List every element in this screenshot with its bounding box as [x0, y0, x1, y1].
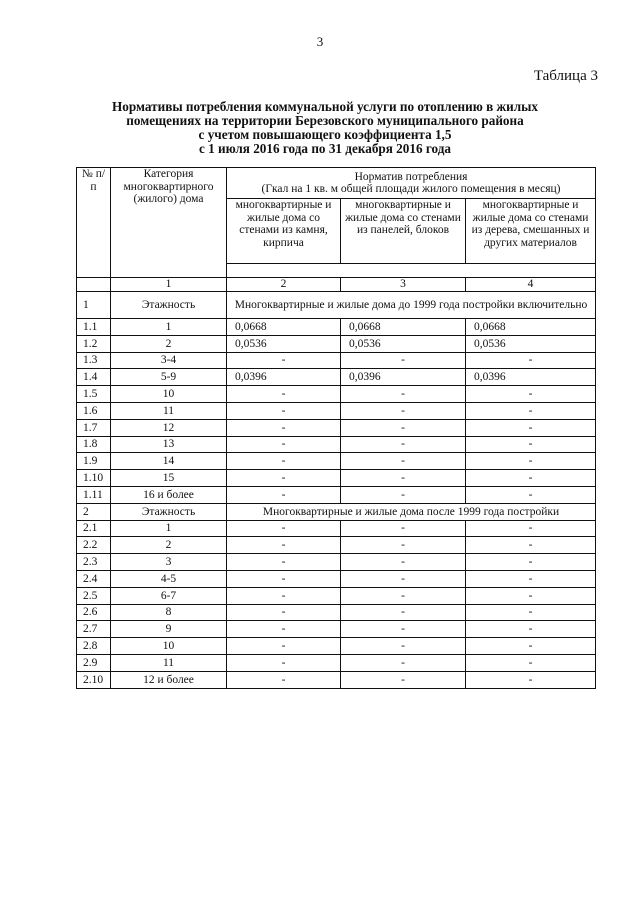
col-number: 3	[341, 278, 466, 292]
row-value: -	[466, 570, 596, 587]
table-row	[77, 554, 596, 571]
row-value: 0,0396	[466, 369, 596, 386]
row-floors: 16 и более	[111, 486, 227, 503]
norms-table	[76, 167, 596, 689]
table-row	[77, 369, 596, 386]
row-floors: 1	[111, 319, 227, 336]
row-num: 2.10	[77, 671, 111, 688]
table-row	[77, 402, 596, 419]
row-floors: 10	[111, 638, 227, 655]
table-row	[77, 486, 596, 503]
row-value: -	[227, 486, 341, 503]
row-num: 1.8	[77, 436, 111, 453]
table-row	[77, 319, 596, 336]
table-row	[77, 638, 596, 655]
row-value: -	[227, 604, 341, 621]
row-value: -	[341, 587, 466, 604]
row-value: -	[227, 554, 341, 571]
row-value: -	[341, 470, 466, 487]
title-line: Нормативы потребления коммунальной услуги по отоплению в жилых	[111, 99, 539, 114]
row-floors: 11	[111, 654, 227, 671]
table-row	[77, 570, 596, 587]
row-floors: 13	[111, 436, 227, 453]
row-value: -	[466, 621, 596, 638]
row-floors: 10	[111, 386, 227, 403]
row-num: 1.7	[77, 419, 111, 436]
header-col4: многоквартирные и жилые дома со стенами из дерева, смешанных и других материалов	[466, 199, 596, 264]
row-value: -	[341, 402, 466, 419]
row-num: 2.1	[77, 520, 111, 537]
row-floors: 9	[111, 621, 227, 638]
row-value: -	[466, 671, 596, 688]
row-value: -	[341, 654, 466, 671]
section-row	[77, 503, 596, 520]
row-floors: 8	[111, 604, 227, 621]
row-value: 0,0536	[341, 335, 466, 352]
row-value: 0,0536	[466, 335, 596, 352]
row-num: 2.7	[77, 621, 111, 638]
row-floors: 12	[111, 419, 227, 436]
row-floors: 14	[111, 453, 227, 470]
table-row	[77, 671, 596, 688]
table-row	[77, 352, 596, 369]
row-value: 0,0668	[341, 319, 466, 336]
row-value: -	[466, 537, 596, 554]
section-label: Этажность	[111, 292, 227, 319]
table-label: Таблица 3	[533, 68, 598, 84]
section-label: Этажность	[111, 503, 227, 520]
row-value: -	[227, 621, 341, 638]
table-row	[77, 587, 596, 604]
row-num: 2.5	[77, 587, 111, 604]
row-num: 1.11	[77, 486, 111, 503]
row-value: -	[341, 520, 466, 537]
row-floors: 12 и более	[111, 671, 227, 688]
row-floors: 11	[111, 402, 227, 419]
header-unit: (Гкал на 1 кв. м общей площади жилого помещения в месяц)	[261, 183, 561, 195]
table-row	[77, 453, 596, 470]
header-col3: многоквартирные и жилые дома со стенами из панелей, блоков	[341, 199, 466, 264]
row-floors: 15	[111, 470, 227, 487]
header-col2: многоквартирные и жилые дома со стенами из камня, кирпича	[227, 199, 341, 264]
title-line: с 1 июля 2016 года по 31 декабря 2016 года	[199, 141, 451, 156]
row-value: -	[227, 638, 341, 655]
col-number: 2	[227, 278, 341, 292]
row-num: 1.5	[77, 386, 111, 403]
row-value: -	[227, 352, 341, 369]
row-value: -	[341, 604, 466, 621]
table-row	[77, 419, 596, 436]
document-title	[70, 100, 580, 156]
table-row	[77, 604, 596, 621]
section-note: Многоквартирные и жилые дома после 1999 года постройки	[227, 503, 596, 520]
row-value: -	[466, 436, 596, 453]
row-value: -	[341, 419, 466, 436]
row-num: 2.8	[77, 638, 111, 655]
row-num: 2.9	[77, 654, 111, 671]
row-value: 0,0396	[341, 369, 466, 386]
row-value: -	[341, 554, 466, 571]
row-num: 1.1	[77, 319, 111, 336]
col-number-blank	[77, 278, 111, 292]
row-value: -	[466, 352, 596, 369]
row-num: 2.2	[77, 537, 111, 554]
row-value: -	[466, 654, 596, 671]
row-floors: 1	[111, 520, 227, 537]
column-number-row	[77, 278, 596, 292]
row-value: -	[466, 554, 596, 571]
table-row	[77, 520, 596, 537]
row-num: 2.3	[77, 554, 111, 571]
row-num: 1.10	[77, 470, 111, 487]
row-value: -	[341, 352, 466, 369]
row-floors: 5-9	[111, 369, 227, 386]
row-value: 0,0668	[466, 319, 596, 336]
row-value: -	[341, 638, 466, 655]
row-value: -	[227, 453, 341, 470]
row-value: -	[466, 419, 596, 436]
header-norm-title: Норматив потребления	[354, 170, 468, 183]
row-floors: 6-7	[111, 587, 227, 604]
row-value: -	[341, 621, 466, 638]
table-row	[77, 436, 596, 453]
row-value: -	[341, 671, 466, 688]
table-row	[77, 335, 596, 352]
row-value: -	[466, 402, 596, 419]
row-floors: 4-5	[111, 570, 227, 587]
row-value: -	[341, 453, 466, 470]
row-floors: 2	[111, 335, 227, 352]
section-num: 1	[77, 292, 111, 319]
row-value: -	[341, 386, 466, 403]
row-value: 0,0668	[227, 319, 341, 336]
row-value: -	[227, 386, 341, 403]
row-value: -	[227, 470, 341, 487]
row-value: -	[227, 654, 341, 671]
row-num: 1.6	[77, 402, 111, 419]
header-category: Категория многоквартирного (жилого) дома	[111, 168, 227, 278]
col-number: 4	[466, 278, 596, 292]
col-number: 1	[111, 278, 227, 292]
row-value: -	[227, 671, 341, 688]
row-value: -	[341, 436, 466, 453]
row-value: -	[341, 486, 466, 503]
row-value: -	[466, 520, 596, 537]
row-value: -	[466, 638, 596, 655]
row-num: 1.2	[77, 335, 111, 352]
page-number: 3	[316, 34, 324, 49]
section-row	[77, 292, 596, 319]
row-value: -	[341, 537, 466, 554]
row-value: -	[466, 386, 596, 403]
table-row	[77, 386, 596, 403]
section-num: 2	[77, 503, 111, 520]
row-value: 0,0396	[227, 369, 341, 386]
table-row	[77, 470, 596, 487]
row-floors: 2	[111, 537, 227, 554]
row-value: -	[227, 587, 341, 604]
title-line: помещениях на территории Березовского муниципального района	[126, 113, 524, 128]
row-num: 1.3	[77, 352, 111, 369]
table-row	[77, 621, 596, 638]
row-value: -	[466, 587, 596, 604]
row-value: -	[227, 402, 341, 419]
header-norm	[227, 168, 596, 199]
row-value: -	[227, 520, 341, 537]
row-floors: 3-4	[111, 352, 227, 369]
row-value: -	[341, 570, 466, 587]
title-line: с учетом повышающего коэффициента 1,5	[198, 127, 452, 142]
row-value: -	[227, 537, 341, 554]
table-row	[77, 537, 596, 554]
table-row	[77, 654, 596, 671]
row-num: 2.4	[77, 570, 111, 587]
section-note: Многоквартирные и жилые дома до 1999 года постройки включительно	[227, 292, 596, 319]
row-value: -	[466, 604, 596, 621]
header-num: № п/п	[77, 168, 111, 278]
row-value: -	[227, 419, 341, 436]
row-value: -	[227, 436, 341, 453]
row-value: -	[466, 486, 596, 503]
row-floors: 3	[111, 554, 227, 571]
row-value: -	[227, 570, 341, 587]
row-num: 1.4	[77, 369, 111, 386]
row-num: 1.9	[77, 453, 111, 470]
row-num: 2.6	[77, 604, 111, 621]
row-value: -	[466, 453, 596, 470]
row-value: -	[466, 470, 596, 487]
row-value: 0,0536	[227, 335, 341, 352]
